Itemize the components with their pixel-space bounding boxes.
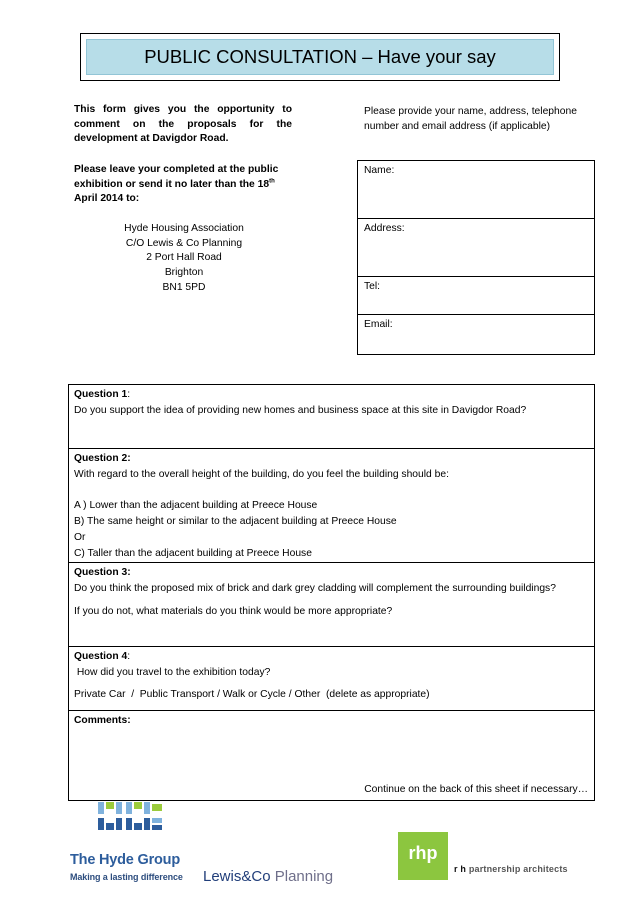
hyde-logo-block: [144, 802, 150, 814]
intro-paragraph: This form gives you the opportunity to comment on the proposals for the development at Davigdor Road.: [74, 104, 292, 144]
instructions-date: April 2014 to:: [74, 193, 140, 204]
hyde-logo-block: [106, 823, 114, 830]
intro-instructions: [74, 163, 292, 207]
question-2-cell[interactable]: [69, 449, 595, 563]
hyde-logo-block: [116, 802, 122, 814]
name-field[interactable]: [358, 161, 595, 219]
hyde-logo-block: [106, 802, 114, 809]
rhp-partnership-name: [454, 864, 568, 874]
question-3-cell[interactable]: [69, 563, 595, 647]
rhp-logo-mark: rhp: [408, 843, 438, 863]
question-1-colon: :: [127, 389, 131, 400]
contact-details-table: [357, 160, 595, 355]
comments-cell[interactable]: [69, 711, 595, 801]
question-1-text: Do you support the idea of providing new homes and business space at this site in Davigdor Road?: [74, 404, 527, 416]
question-2-text: With regard to the overall height of the building, do you feel the building should be:: [74, 468, 449, 480]
email-label: Email:: [364, 319, 393, 330]
lewis-co-planning-logo: [203, 868, 333, 885]
page-title: PUBLIC CONSULTATION – Have your say: [144, 46, 496, 67]
ampersand: &: [241, 868, 252, 885]
address-line-3: 2 Port Hall Road: [146, 252, 222, 263]
question-2-option-c: C) Taller than the adjacent building at Preece House: [74, 547, 312, 559]
co-word: Co: [251, 868, 271, 885]
address-line-5: BN1 5PD: [162, 282, 206, 293]
hyde-logo-block: [134, 823, 142, 830]
question-4-colon: :: [127, 651, 131, 662]
question-2-or: Or: [74, 531, 86, 543]
hyde-logo-block: [152, 818, 162, 823]
question-2-option-a: A ) Lower than the adjacent building at Preece House: [74, 500, 318, 512]
hyde-group-tagline: Making a lasting difference: [70, 872, 183, 882]
comments-label: Comments:: [74, 715, 131, 726]
rhp-firm-name: partnership architects: [468, 864, 568, 874]
address-line-2: C/O Lewis & Co Planning: [125, 238, 243, 249]
address-label: Address:: [364, 223, 405, 234]
question-2-option-b: B) The same height or similar to the adjacent building at Preece House: [74, 516, 397, 528]
email-field[interactable]: [358, 315, 595, 355]
question-2-label: Question 2:: [74, 453, 131, 464]
name-label: Name:: [364, 165, 395, 176]
question-4-options: Private Car / Public Transport / Walk or Cycle / Other (delete as appropriate): [74, 688, 430, 700]
question-3-label: Question 3:: [74, 567, 131, 578]
hyde-logo-block: [144, 818, 150, 830]
hyde-logo-block: [126, 818, 132, 830]
address-line-1: Hyde Housing Association: [124, 223, 244, 234]
hyde-logo-block: [126, 802, 132, 814]
questions-table: [68, 384, 595, 801]
address-line-4: Brighton: [164, 267, 204, 278]
address-field[interactable]: [358, 219, 595, 277]
hyde-logo-block: [116, 818, 122, 830]
question-4-label: Question 4: [74, 651, 128, 662]
tel-label: Tel:: [364, 281, 381, 292]
tel-field[interactable]: [358, 277, 595, 315]
continue-note: Continue on the back of this sheet if necessary…: [364, 784, 588, 796]
question-3-text: Do you think the proposed mix of brick and dark grey cladding will complement the surrounding buildings?: [74, 582, 556, 594]
hyde-logo-block: [98, 818, 104, 830]
hyde-logo-block: [152, 825, 162, 830]
question-1-label: Question 1: [74, 389, 128, 400]
planning-word: Planning: [274, 868, 334, 885]
hyde-logo-block: [152, 804, 162, 811]
question-1-cell[interactable]: [69, 385, 595, 449]
rhp-initials: r h: [454, 864, 467, 874]
hyde-group-name: The Hyde Group: [70, 852, 180, 868]
contact-prompt: Please provide your name, address, telephone number and email address (if applicable): [364, 106, 577, 132]
instructions-text: Please leave your completed at the public exhibition or send it no later than the 18: [74, 164, 279, 190]
lewis-word: Lewis: [203, 868, 242, 885]
question-3-followup: If you do not, what materials do you think would be more appropriate?: [74, 605, 393, 617]
hyde-logo-block: [134, 802, 142, 809]
question-4-cell[interactable]: [69, 647, 595, 711]
question-4-text: How did you travel to the exhibition today?: [74, 666, 271, 678]
hyde-logo-block: [98, 802, 104, 814]
date-suffix: th: [269, 178, 275, 185]
